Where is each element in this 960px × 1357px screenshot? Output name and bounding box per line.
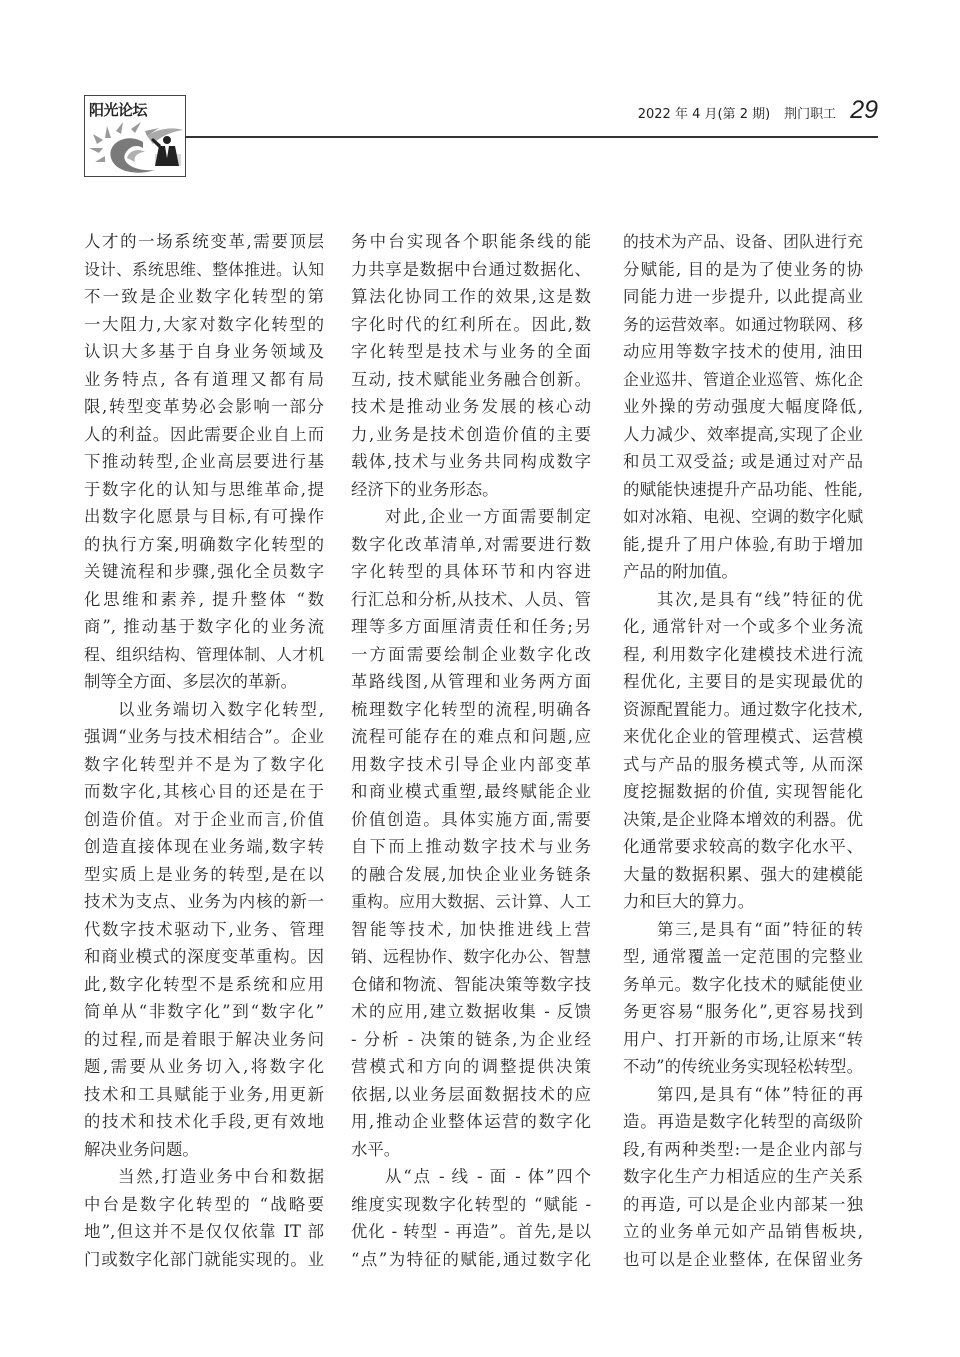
text-line: 分赋能, 目的是为了使业务的协	[623, 259, 863, 279]
text-line: 产品的附加值。	[623, 562, 738, 581]
text-line: 的技术为产品、设备、团队进行充	[623, 232, 863, 251]
text-line: 题,需要从业务切入,将数字化	[84, 1057, 324, 1076]
text-line: 化通常要求较高的数字化水平、	[623, 837, 863, 856]
text-line: 创造直接体现在业务端,数字转	[84, 837, 324, 856]
text-line: 关键流程和步骤,强化全员数字	[84, 562, 324, 581]
text-line: 人的利益。因此需要企业自上而	[84, 424, 324, 444]
text-line: 程优化, 主要目的是实现最优的	[623, 672, 863, 691]
text-line: 决策,是企业降本增效的利器。优	[623, 809, 863, 829]
text-line: 字化转型是技术与业务的全面	[351, 342, 591, 361]
text-line: 动应用等数字技术的使用, 油田	[623, 342, 863, 361]
text-line: 的融合发展,加快企业业务链条	[351, 864, 591, 884]
text-line: 造。再造是数字化转型的高级阶	[623, 1112, 863, 1131]
text-line: 第四,是具有“体”特征的再	[657, 1084, 863, 1104]
text-line: 务更容易“服务化”,更容易找到	[623, 1002, 863, 1021]
text-line: 销、远程协作、数字化办公、智慧	[351, 947, 591, 966]
text-line: 和员工双受益; 或是通过对产品	[623, 452, 863, 471]
text-line: 字化转型的具体环节和内容进	[351, 562, 591, 581]
text-line: 优化 - 转型 - 再造”。首先,是以	[351, 1222, 591, 1241]
text-line: 型, 通常覆盖一定范围的完整业	[623, 947, 863, 966]
column-logo-title: 阳光论坛	[89, 101, 148, 119]
text-line: 智能等技术, 加快推进线上营	[351, 919, 591, 939]
text-line: 人才的一场系统变革,需要顶层	[84, 232, 324, 251]
text-line: 设计、系统思维、整体推进。认知	[84, 259, 324, 279]
text-line: 算法化协同工作的效果,这是数	[351, 287, 591, 306]
text-column-1	[84, 228, 324, 1273]
text-line: 的再造, 可以是企业内部某一独	[623, 1194, 863, 1214]
text-line: 字化时代的红利所在。因此,数	[351, 314, 591, 334]
text-line: 的执行方案,明确数字化转型的	[84, 534, 324, 554]
text-line: 如对冰箱、电视、空调的数字化赋	[623, 507, 863, 526]
text-line: 中台是数字化转型的 “战略要	[84, 1194, 324, 1214]
text-line: 认识大多基于自身业务领域及	[84, 342, 324, 361]
text-line: 限,转型变革势必会影响一部分	[84, 397, 324, 416]
text-line: 务的运营效率。如通过物联网、移	[623, 314, 863, 334]
text-line: 力共享是数据中台通过数据化、	[351, 259, 591, 279]
text-line: 务中台实现各个职能条线的能	[351, 232, 591, 251]
text-line: 革路线图,从管理和业务两方面	[351, 672, 591, 691]
text-line: 以业务端切入数字化转型,	[118, 699, 324, 719]
text-line: 式与产品的服务模式等, 从而深	[623, 754, 863, 774]
text-line: 用户、打开新的市场,让原来“转	[623, 1029, 863, 1049]
text-line: 术的应用,建立数据收集 - 反馈	[351, 1002, 591, 1021]
text-line: 的过程,而是着眼于解决业务问	[84, 1029, 324, 1049]
text-line: 型实质上是业务的转型,是在以	[84, 864, 324, 884]
text-line: 一大阻力,大家对数字化转型的	[84, 314, 324, 334]
text-line: 对此,企业一方面需要制定	[385, 507, 591, 526]
text-line: 的赋能快速提升产品功能、性能,	[623, 479, 863, 499]
text-line: 来优化企业的管理模式、运营模	[623, 727, 863, 746]
text-line: 数字化改革清单,对需要进行数	[351, 534, 591, 554]
text-line: 不一致是企业数字化转型的第	[84, 287, 324, 306]
text-line: 力,业务是技术创造价值的主要	[351, 424, 591, 444]
text-line: 经济下的业务形态。	[351, 479, 499, 499]
text-line: 地”,但这并不是仅仅依靠 IT 部	[84, 1222, 324, 1241]
text-line: 载体,技术与业务共同构成数字	[351, 452, 591, 471]
column-logo	[84, 95, 186, 177]
text-line: 务单元。数字化技术的赋能使业	[623, 974, 863, 994]
text-line: 于数字化的认知与思维革命,提	[84, 479, 324, 499]
text-line: 其次,是具有“线”特征的优	[657, 589, 863, 609]
text-line: - 分析 - 决策的链条,为企业经	[351, 1029, 591, 1049]
text-line: 立的业务单元如产品销售板块,	[623, 1222, 863, 1241]
text-line: 梳理数字化转型的流程,明确各	[351, 699, 591, 719]
text-line: 创造价值。对于企业而言,价值	[84, 809, 324, 829]
text-line: 制等全方面、多层次的革新。	[84, 672, 298, 691]
text-line: 业务特点, 各有道理又都有局	[84, 369, 324, 389]
text-line: 的技术和技术化手段,更有效地	[84, 1112, 324, 1131]
text-line: 商”, 推动基于数字化的业务流	[84, 617, 324, 636]
running-header	[638, 96, 878, 125]
text-line: 技术是推动业务发展的核心动	[351, 397, 591, 416]
text-line: 技术和工具赋能于业务,用更新	[84, 1084, 324, 1104]
text-line: 门或数字化部门就能实现的。业	[84, 1249, 324, 1269]
text-line: 化思维和素养, 提升整体 “数	[84, 589, 324, 609]
text-line: 同能力进一步提升, 以此提高业	[623, 287, 863, 306]
text-line: 简单从“非数字化”到“数字化”	[84, 1002, 324, 1021]
text-line: 一方面需要绘制企业数字化改	[351, 644, 591, 664]
text-line: 和商业模式的深度变革重构。因	[84, 947, 324, 966]
text-line: 也可以是企业整体, 在保留业务	[623, 1249, 863, 1269]
text-line: 程、组织结构、管理体制、人才机	[84, 644, 324, 664]
text-line: 程, 利用数字化建模技术进行流	[623, 644, 863, 664]
text-line: 用数字技术引导企业内部变革	[351, 754, 591, 774]
text-line: 化, 通常针对一个或多个业务流	[623, 617, 863, 636]
text-line: 资源配置能力。通过数字化技术,	[623, 699, 863, 719]
text-line: 技术为支点、业务为内核的新一	[84, 892, 324, 911]
publication-name: 荆门职工	[784, 107, 837, 122]
text-line: 数字化转型并不是为了数字化	[84, 754, 324, 774]
header-rule	[185, 136, 878, 138]
text-line: 自下而上推动数字技术与业务	[351, 837, 591, 856]
text-line: 大量的数据积累、强大的建模能	[623, 864, 863, 884]
text-line: 数字化生产力相适应的生产关系	[623, 1167, 863, 1186]
text-line: 代数字技术驱动下,业务、管理	[84, 919, 324, 939]
text-line: 和商业模式重塑,最终赋能企业	[351, 782, 591, 801]
text-line: 出数字化愿景与目标,有可操作	[84, 507, 324, 526]
text-line: 能,提升了用户体验,有助于增加	[623, 534, 863, 554]
text-line: 水平。	[351, 1139, 401, 1159]
text-line: 下推动转型,企业高层要进行基	[84, 452, 324, 471]
text-line: 而数字化,其核心目的还是在于	[84, 782, 324, 801]
text-line: 当然,打造业务中台和数据	[118, 1167, 324, 1186]
text-line: 用,推动企业整体运营的数字化	[351, 1112, 591, 1131]
text-line: 业外操的劳动强度大幅度降低,	[623, 397, 863, 416]
text-column-3	[623, 228, 863, 1273]
text-line: 行汇总和分析,从技术、人员、管	[351, 589, 591, 609]
text-column-2	[351, 228, 591, 1273]
text-line: 此,数字化转型不是系统和应用	[84, 974, 324, 994]
text-line: 营模式和方向的调整提供决策	[351, 1057, 591, 1076]
issue-date: 2022 年 4 月(第 2 期)	[637, 107, 771, 122]
text-line: 人力减少、效率提高,实现了企业	[623, 424, 863, 444]
text-line: 第三,是具有“面”特征的转	[657, 919, 863, 939]
text-line: 解决业务问题。	[84, 1139, 199, 1159]
page-number: 29	[850, 96, 878, 124]
text-line: 段,有两种类型:一是企业内部与	[623, 1139, 863, 1159]
text-line: 价值创造。具体实施方面,需要	[351, 809, 591, 829]
text-line: 强调“业务与技术相结合”。企业	[84, 727, 324, 746]
text-line: 力和巨大的算力。	[623, 892, 755, 911]
text-line: 从“点 - 线 - 面 - 体”四个	[385, 1167, 591, 1186]
text-line: 企业巡井、管道企业巡管、炼化企	[623, 369, 863, 389]
text-line: 重构。应用大数据、云计算、人工	[351, 892, 591, 911]
text-line: 仓储和物流、智能决策等数字技	[351, 974, 591, 994]
text-line: 不动”的传统业务实现轻松转型。	[623, 1057, 863, 1076]
text-line: 维度实现数字化转型的 “赋能 -	[351, 1194, 591, 1214]
text-line: 理等多方面厘清责任和任务;另	[351, 617, 591, 636]
text-line: “点”为特征的赋能,通过数字化	[351, 1249, 591, 1269]
text-line: 依据,以业务层面数据技术的应	[351, 1084, 591, 1104]
text-line: 流程可能存在的难点和问题,应	[351, 727, 591, 746]
text-line: 度挖掘数据的价值, 实现智能化	[623, 782, 863, 801]
text-line: 互动, 技术赋能业务融合创新。	[351, 369, 591, 389]
